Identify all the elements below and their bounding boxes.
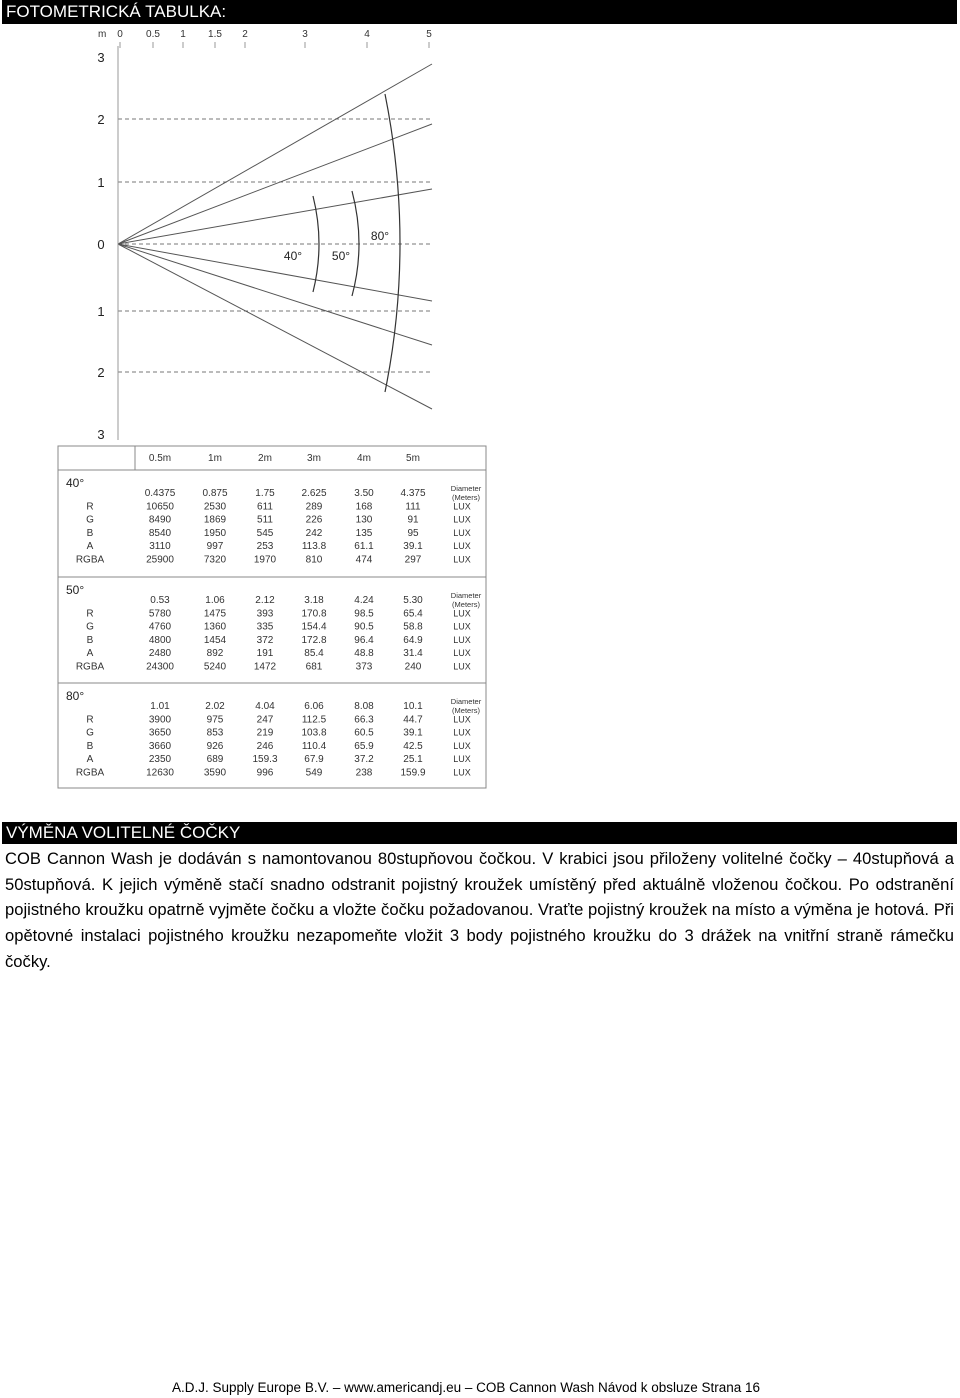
row-label: G	[86, 727, 94, 739]
row-label: R	[86, 501, 94, 513]
table-cell: 111	[405, 501, 421, 513]
table-cell: 98.5	[354, 608, 374, 620]
table-cell: 997	[206, 541, 224, 553]
table-cell: 975	[206, 714, 224, 726]
unit-label: LUX	[453, 527, 471, 538]
table-cell: 4.04	[255, 701, 275, 712]
table-cell: 0.53	[150, 595, 170, 606]
table-cell: 2.625	[301, 488, 327, 499]
section-angle-label: 40°	[66, 476, 85, 490]
table-cell: 474	[355, 554, 373, 566]
table-cell: 8.08	[354, 701, 374, 712]
x-tick-label: 5	[426, 29, 432, 40]
section-angle-label: 80°	[66, 689, 85, 703]
table-cell: 172.8	[301, 634, 327, 646]
angle-label: 40°	[283, 249, 303, 263]
table-cell: 8490	[148, 514, 172, 526]
table-cell: 39.1	[403, 727, 423, 739]
table-cell: 91	[407, 514, 419, 526]
table-cell: 113.8	[301, 541, 327, 553]
unit-label: LUX	[453, 554, 471, 565]
table-cell: 48.8	[354, 648, 374, 660]
table-cell: 4760	[148, 621, 172, 633]
table-cell: 61.1	[354, 541, 374, 553]
table-cell: 3660	[148, 740, 172, 752]
x-tick-label: 0.5	[146, 29, 160, 40]
table-cell: 168	[355, 501, 373, 513]
beam-angle-diagram	[0, 24, 440, 440]
table-cell: 154.4	[301, 621, 327, 633]
y-tick-label: 1	[97, 304, 105, 319]
table-cell: 110.4	[301, 740, 327, 752]
table-cell: 681	[305, 661, 323, 673]
table-cell: 10.1	[403, 701, 423, 712]
table-cell: 31.4	[403, 648, 423, 660]
table-cell: 103.8	[301, 727, 327, 739]
table-cell: 3110	[149, 541, 171, 553]
x-tick-label: 3	[302, 29, 308, 40]
table-cell: 3.18	[304, 595, 324, 606]
table-cell: 4.24	[354, 595, 374, 606]
table-cell: 90.5	[354, 621, 374, 633]
table-cell: 549	[305, 767, 323, 779]
table-cell: 66.3	[354, 714, 374, 726]
table-cell: 95	[407, 527, 419, 539]
table-cell: 5780	[148, 608, 172, 620]
x-tick-label: 1	[180, 29, 186, 40]
table-cell: 65.9	[354, 740, 374, 752]
table-cell: 1454	[203, 634, 227, 646]
table-cell: 60.5	[354, 727, 374, 739]
table-cell: 3590	[203, 767, 227, 779]
x-tick-label: 1.5	[208, 29, 222, 40]
table-cell: 64.9	[403, 634, 423, 646]
photometric-data-table	[0, 440, 490, 792]
angle-label: 80°	[370, 229, 390, 243]
table-cell: 67.9	[304, 754, 324, 766]
table-cell: 853	[206, 727, 224, 739]
unit-label: LUX	[453, 541, 471, 552]
row-label: B	[86, 740, 94, 752]
table-cell: 42.5	[403, 740, 423, 752]
table-cell: 6.06	[304, 701, 324, 712]
table-cell: 2530	[203, 501, 227, 513]
row-label: A	[86, 541, 94, 553]
table-cell: 372	[256, 634, 274, 646]
row-label: A	[86, 754, 94, 766]
table-cell: 611	[257, 501, 273, 513]
row-label: R	[86, 714, 94, 726]
table-cell: 12630	[146, 767, 174, 779]
distance-header: 3m	[307, 453, 321, 464]
table-cell: 4800	[148, 634, 172, 646]
x-tick-label: 0	[117, 29, 123, 40]
page-footer: A.D.J. Supply Europe B.V. – www.americandj.eu – COB Cannon Wash Návod k obsluze Strana 16	[172, 1380, 761, 1395]
table-cell: 511	[257, 514, 273, 526]
table-cell: 112.5	[301, 714, 327, 726]
table-cell: 58.8	[403, 621, 423, 633]
unit-label: LUX	[453, 608, 471, 619]
distance-header: 5m	[406, 453, 420, 464]
table-cell: 1869	[203, 514, 227, 526]
table-cell: 44.7	[403, 714, 423, 726]
table-cell: 170.8	[301, 608, 327, 620]
unit-label: (Meters)	[452, 600, 480, 609]
unit-label: (Meters)	[452, 706, 480, 715]
table-cell: 689	[206, 754, 224, 766]
table-cell: 130	[355, 514, 373, 526]
table-cell: 1.06	[205, 595, 225, 606]
table-cell: 1950	[203, 527, 227, 539]
row-label: RGBA	[75, 554, 105, 566]
unit-label: LUX	[453, 754, 471, 765]
table-cell: 1.01	[150, 701, 170, 712]
lens-change-instructions: COB Cannon Wash je dodáván s namontovanou 80stupňovou čočkou. V krabici jsou přiloženy volitelné čočky – 40stupňová a 50stupňová. K jejich výměně stačí snadno odstranit pojistný kroužek umístěný před aktuálně vloženou čočkou. Po odstranění pojistného kroužku opatrně vyjměte čočku a vložte čočku požadovanou. Vraťte pojistný kroužek na místo a výměna je hotová. Při opětovné instalaci pojistného kroužku nezapomeňte vložit 3 body pojistného kroužku do 3 drážek na vnitřní straně rámečku čočky.	[5, 849, 954, 971]
table-cell: 191	[256, 648, 274, 660]
unit-label: Diameter	[450, 591, 482, 600]
unit-label: Diameter	[450, 697, 482, 706]
table-cell: 810	[305, 554, 323, 566]
table-cell: 5240	[203, 661, 227, 673]
x-tick-label: 2	[242, 29, 248, 40]
lens-change-heading: VÝMĚNA VOLITELNÉ ČOČKY	[2, 822, 957, 844]
table-cell: 253	[256, 541, 274, 553]
table-cell: 65.4	[403, 608, 423, 620]
table-cell: 247	[256, 714, 274, 726]
x-axis-unit: m	[98, 29, 107, 40]
unit-label: LUX	[453, 634, 471, 645]
unit-label: LUX	[453, 501, 471, 512]
table-cell: 159.3	[252, 754, 278, 766]
table-cell: 25900	[146, 554, 174, 566]
table-cell: 1.75	[255, 488, 275, 499]
angle-arc	[385, 94, 400, 392]
beam-edge-line	[118, 244, 432, 345]
y-tick-label: 2	[97, 112, 105, 127]
table-cell: 96.4	[354, 634, 374, 646]
unit-label: Diameter	[450, 484, 482, 493]
table-cell: 3650	[148, 727, 172, 739]
table-cell: 1970	[253, 554, 277, 566]
table-cell: 7320	[203, 554, 227, 566]
table-cell: 226	[305, 514, 323, 526]
y-tick-label: 3	[97, 427, 105, 440]
table-cell: 3.50	[354, 488, 374, 499]
unit-label: LUX	[453, 648, 471, 659]
table-cell: 996	[256, 767, 274, 779]
unit-label: LUX	[453, 661, 471, 672]
x-tick-label: 4	[364, 29, 370, 40]
table-cell: 892	[206, 648, 224, 660]
table-cell: 8540	[148, 527, 172, 539]
y-tick-label: 3	[97, 50, 105, 65]
table-cell: 335	[256, 621, 274, 633]
table-cell: 242	[305, 527, 323, 539]
y-tick-label: 1	[97, 175, 105, 190]
table-cell: 5.30	[403, 595, 423, 606]
row-label: RGBA	[75, 661, 105, 673]
row-label: A	[86, 648, 94, 660]
unit-label: LUX	[453, 727, 471, 738]
table-cell: 39.1	[403, 541, 423, 553]
row-label: G	[86, 621, 94, 633]
table-cell: 0.875	[202, 488, 228, 499]
row-label: R	[86, 608, 94, 620]
table-cell: 240	[404, 661, 422, 673]
table-cell: 926	[206, 740, 224, 752]
distance-header: 0.5m	[148, 453, 172, 464]
table-cell: 4.375	[400, 488, 426, 499]
table-cell: 2350	[148, 754, 172, 766]
table-cell: 25.1	[403, 754, 423, 766]
unit-label: LUX	[453, 514, 471, 525]
table-cell: 1475	[203, 608, 227, 620]
table-cell: 373	[355, 661, 373, 673]
photometric-table-heading: FOTOMETRICKÁ TABULKA:	[2, 0, 957, 24]
table-cell: 85.4	[304, 648, 324, 660]
unit-label: (Meters)	[452, 493, 480, 502]
beam-edge-line	[118, 124, 432, 244]
table-cell: 1472	[253, 661, 277, 673]
table-cell: 0.4375	[144, 488, 176, 499]
table-cell: 37.2	[354, 754, 374, 766]
row-label: RGBA	[75, 767, 105, 779]
table-cell: 159.9	[400, 767, 426, 779]
unit-label: LUX	[453, 621, 471, 632]
table-cell: 24300	[146, 661, 174, 673]
table-cell: 135	[355, 527, 373, 539]
unit-label: LUX	[453, 767, 471, 778]
table-cell: 297	[404, 554, 422, 566]
table-cell: 1360	[203, 621, 227, 633]
distance-header: 1m	[208, 453, 222, 464]
table-cell: 246	[256, 740, 274, 752]
table-cell: 3900	[148, 714, 172, 726]
table-cell: 393	[256, 608, 274, 620]
section-angle-label: 50°	[66, 583, 85, 597]
beam-edge-line	[118, 244, 432, 409]
angle-label: 50°	[331, 249, 351, 263]
row-label: B	[86, 527, 94, 539]
table-cell: 545	[256, 527, 274, 539]
y-tick-label: 2	[97, 365, 105, 380]
table-cell: 238	[355, 767, 373, 779]
row-label: B	[86, 634, 94, 646]
table-cell: 2.12	[255, 595, 275, 606]
table-cell: 219	[256, 727, 274, 739]
table-cell: 289	[305, 501, 323, 513]
beam-edge-line	[118, 244, 432, 301]
table-cell: 2.02	[205, 701, 225, 712]
unit-label: LUX	[453, 740, 471, 751]
table-cell: 2480	[148, 648, 172, 660]
unit-label: LUX	[453, 714, 471, 725]
row-label: G	[86, 514, 94, 526]
table-cell: 10650	[146, 501, 174, 513]
distance-header: 4m	[357, 453, 371, 464]
distance-header: 2m	[258, 453, 272, 464]
y-tick-label: 0	[97, 237, 105, 252]
